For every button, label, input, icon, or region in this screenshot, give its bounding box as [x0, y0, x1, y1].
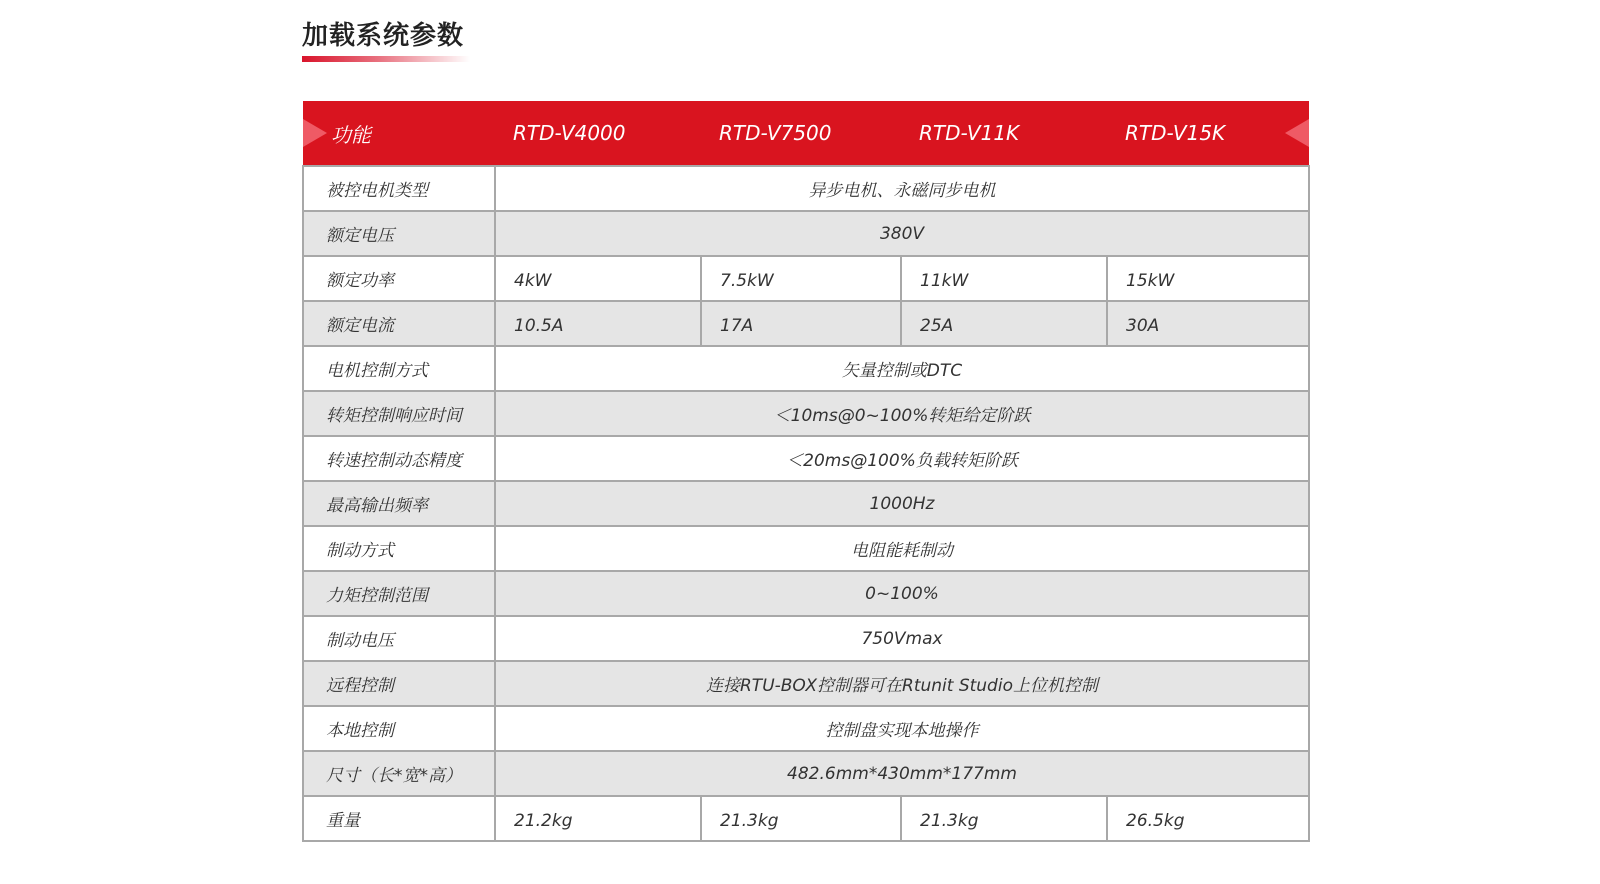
table-row [303, 256, 1309, 301]
row-value: 21.3kg [701, 796, 901, 841]
row-label: 制动方式 [303, 526, 495, 571]
header-label: 功能 [331, 122, 371, 147]
row-value: 17A [701, 301, 901, 346]
row-value: ＜10ms@0~100%转矩给定阶跃 [495, 391, 1309, 436]
page-title: 加载系统参数 [302, 21, 465, 51]
table-row [303, 706, 1309, 751]
header-cell-model [1107, 101, 1309, 166]
row-value: 380V [495, 211, 1309, 256]
header-cell-model: RTD-V4000 [495, 101, 701, 166]
table-row [303, 166, 1309, 211]
table-row [303, 571, 1309, 616]
row-label: 额定电压 [303, 211, 495, 256]
row-label: 最高输出频率 [303, 481, 495, 526]
row-value: 控制盘实现本地操作 [495, 706, 1309, 751]
row-value: 10.5A [495, 301, 701, 346]
table-row [303, 481, 1309, 526]
table-row [303, 616, 1309, 661]
row-value: 750Vmax [495, 616, 1309, 661]
row-label: 转矩控制响应时间 [303, 391, 495, 436]
row-label: 制动电压 [303, 616, 495, 661]
table-row [303, 751, 1309, 796]
row-value: 1000Hz [495, 481, 1309, 526]
row-label: 重量 [303, 796, 495, 841]
row-value: 0~100% [495, 571, 1309, 616]
table-row [303, 301, 1309, 346]
header-label: RTD-V15K [1125, 121, 1226, 145]
row-value: 电阻能耗制动 [495, 526, 1309, 571]
title-underline [302, 56, 470, 62]
row-label: 额定电流 [303, 301, 495, 346]
row-label: 尺寸（长*宽*高） [303, 751, 495, 796]
section-heading [302, 18, 472, 62]
row-label: 被控电机类型 [303, 166, 495, 211]
row-label: 本地控制 [303, 706, 495, 751]
row-label: 额定功率 [303, 256, 495, 301]
row-label: 电机控制方式 [303, 346, 495, 391]
row-label: 转速控制动态精度 [303, 436, 495, 481]
spec-table [302, 101, 1310, 842]
row-value: 25A [901, 301, 1107, 346]
table-row [303, 436, 1309, 481]
table-row [303, 661, 1309, 706]
row-value: 21.3kg [901, 796, 1107, 841]
table-row [303, 796, 1309, 841]
header-cell-model: RTD-V11K [901, 101, 1107, 166]
row-value: 连接RTU-BOX控制器可在Rtunit Studio上位机控制 [495, 661, 1309, 706]
row-value: 矢量控制或DTC [495, 346, 1309, 391]
row-label: 力矩控制范围 [303, 571, 495, 616]
row-value: 4kW [495, 256, 701, 301]
table-row [303, 391, 1309, 436]
left-arrow-decoration [303, 119, 327, 147]
row-value: 482.6mm*430mm*177mm [495, 751, 1309, 796]
table-row [303, 211, 1309, 256]
row-value: 15kW [1107, 256, 1309, 301]
row-value: ＜20ms@100%负载转矩阶跃 [495, 436, 1309, 481]
row-label: 远程控制 [303, 661, 495, 706]
header-cell-model: RTD-V7500 [701, 101, 901, 166]
row-value: 异步电机、永磁同步电机 [495, 166, 1309, 211]
table-row [303, 526, 1309, 571]
table-header-row [303, 101, 1309, 166]
row-value: 7.5kW [701, 256, 901, 301]
row-value: 21.2kg [495, 796, 701, 841]
row-value: 26.5kg [1107, 796, 1309, 841]
table-row [303, 346, 1309, 391]
header-cell-function [303, 101, 495, 166]
row-value: 30A [1107, 301, 1309, 346]
row-value: 11kW [901, 256, 1107, 301]
right-arrow-decoration [1285, 119, 1309, 147]
